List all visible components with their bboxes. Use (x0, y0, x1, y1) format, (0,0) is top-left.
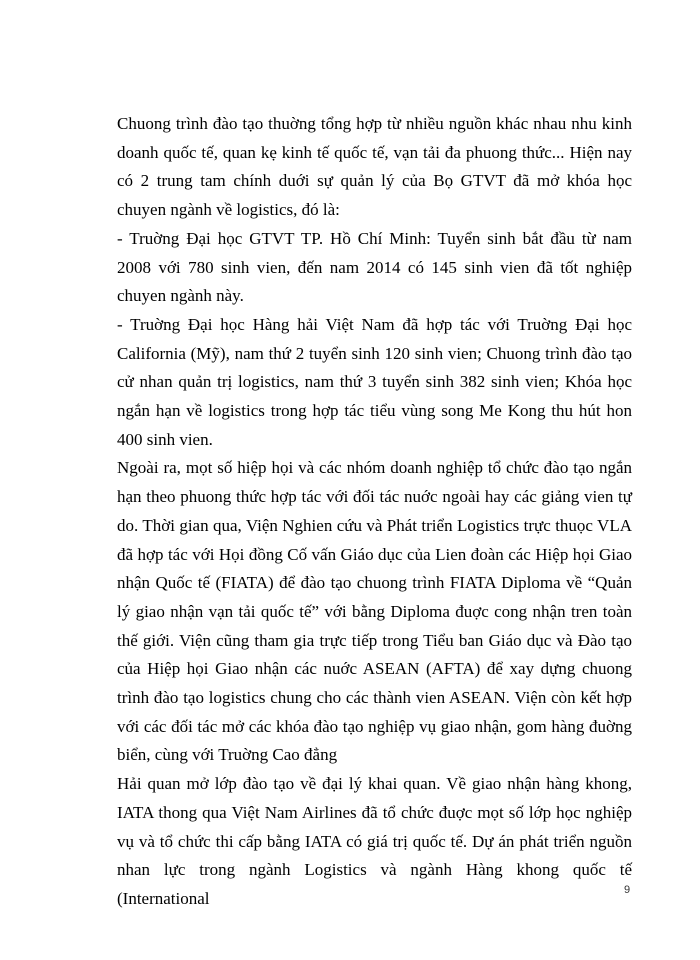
page-number: 9 (624, 884, 631, 896)
paragraph-hcmc-university: - Truờng Đại học GTVT TP. Hồ Chí Minh: Tuyển sinh bắt đầu từ nam 2008 với 780 sinh vien, đến nam 2014 có 145 sinh vien đã tốt nghiệp chuyen ngành này. (117, 228, 632, 306)
paragraph-customs-aviation: Hải quan mở lớp đào tạo về đại lý khai quan. Về giao nhận hàng khong, IATA thong qua Việt Nam Airlines đã tổ chức đuợc mọt số lớp học nghiệp vụ và tổ chức thi cấp bằng IATA có giá trị quốc tế. Dự án phát triển nguồn nhan lực trong ngành Logistics và ngành Hàng khong quốc tế (International (117, 774, 632, 908)
document-body (117, 110, 632, 914)
paragraph-program-intro: Chuong trình đào tạo thuờng tổng hợp từ nhiều nguồn khác nhau nhu kinh doanh quốc tế, quan kẹ kinh tế quốc tế, vạn tải đa phuong thức... Hiện nay có 2 trung tam chính duới sự quản lý của Bọ GTVT đã mở khóa học chuyen ngành về logistics, đó là: (117, 114, 632, 220)
paragraph-associations-training: Ngoài ra, mọt số hiệp họi và các nhóm doanh nghiệp tổ chức đào tạo ngắn hạn theo phuong thức hợp tác với đối tác nuớc ngoài hay các giảng vien tự do. Thời gian qua, Viện Nghien cứu và Phát triển Logistics trực thuọc VLA đã hợp tác với Họi đồng Cố vấn Giáo dục của Lien đoàn các Hiệp họi Giao nhận Quốc tế (FIATA) để đào tạo chuong trình FIATA Diploma về “Quản lý giao nhận vạn tải quốc tế” với bằng Diploma đuợc cong nhận tren toàn thế giới. Viện cũng tham gia trực tiếp trong Tiểu ban Giáo dục và Đào tạo của Hiệp họi Giao nhận các nuớc ASEAN (AFTA) để xay dựng chuong trình đào tạo logistics chung cho các thành vien ASEAN. Viện còn kết hợp với các đối tác mở các khóa đào tạo nghiệp vụ giao nhận, gom hàng đuờng biển, cùng với Truờng Cao đẳng (117, 458, 632, 765)
paragraph-maritime-university: - Truờng Đại học Hàng hải Việt Nam đã hợp tác với Truờng Đại học California (Mỹ), nam thứ 2 tuyển sinh 120 sinh vien; Chuong trình đào tạo cử nhan quản trị logistics, nam thứ 3 tuyển sinh 382 sinh vien; Khóa học ngắn hạn về logistics trong hợp tác tiểu vùng song Me Kong thu hút hon 400 sinh vien. (117, 314, 632, 449)
